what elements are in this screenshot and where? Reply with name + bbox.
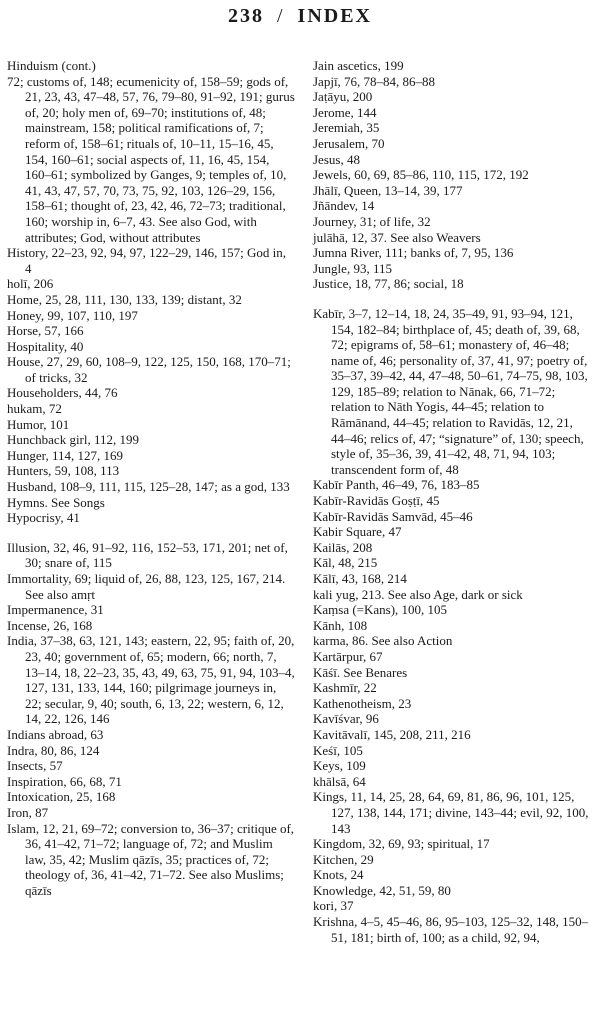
index-entry: Honey, 99, 107, 110, 197 [7, 307, 138, 323]
index-entry: Kālī, 43, 168, 214 [313, 571, 407, 586]
index-entry: Kabīr-Ravidās Samvād, 45–46 [313, 508, 473, 524]
index-entry: Jeremiah, 35 [313, 120, 380, 136]
index-entry: Insects, 57 [7, 758, 63, 774]
index-entry: Kabir Square, 47 [313, 524, 402, 540]
index-entry: Jerome, 144 [313, 104, 377, 120]
index-column-right [313, 58, 593, 945]
index-entry: Hunger, 114, 127, 169 [7, 447, 123, 463]
index-entry: Illusion, 32, 46, 91–92, 116, 152–53, 171, 201; net of, 30; snare of, 115 [7, 539, 288, 571]
index-entry: Keśī, 105 [313, 742, 363, 758]
index-entry: Kingdom, 32, 69, 93; spiritual, 17 [313, 836, 490, 852]
index-entry: Home, 25, 28, 111, 130, 133, 139; distant, 32 [7, 291, 242, 307]
index-entry: kali yug, 213. See also Age, dark or sick [313, 586, 523, 602]
section-gap [313, 292, 593, 306]
index-entry: Kānh, 108 [313, 617, 368, 633]
index-entry: Indra, 80, 86, 124 [7, 742, 100, 758]
index-entry: 72; customs of, 148; ecumenicity of, 158–59; gods of, 21, 23, 43, 47–48, 57, 76, 79–80, 91–92, 191; gurus of, 20; holy men of, 69–70; institutions of, 48; mainstream, 158; political ramifications of, 7; reform of, 158–61; rituals of, 10–11, 15–16, 45, 154, 160–61; social aspects of, 11, 16, 45, 154, 160–61; symbolized by Ganges, 9; temples of, 10, 41, 43, 47, 57, 70, 73, 75, 92, 103, 126–29, 156, 158–61; thought of, 23, 42, 46, 72–73; traditional, 160; worship in, 6–7, 43. See also God, with attributes; God, without attributes [7, 73, 295, 245]
index-entry: Kitchen, 29 [313, 851, 374, 867]
index-entry: Kabīr-Ravidās Goṣṭī, 45 [313, 493, 440, 509]
index-entry: Jñāndev, 14 [313, 198, 375, 214]
index-entry: Kings, 11, 14, 25, 28, 64, 69, 81, 86, 96, 101, 125, 127, 138, 144, 171; divine, 143–44; evil, 92, 100, 143 [313, 789, 589, 836]
index-entry: Hunters, 59, 108, 113 [7, 463, 120, 479]
index-entry: Inspiration, 66, 68, 71 [7, 773, 122, 789]
index-column-left [7, 58, 295, 898]
index-entry: Islam, 12, 21, 69–72; conversion to, 36–37; critique of, 36, 41–42, 71–72; language of, 72; and Muslim law, 35, 42; Muslim qāzīs, 35; practices of, 72; theology of, 36, 41–42, 71–72. See also Muslims; qāzīs [7, 820, 295, 898]
index-entry: Kavīśvar, 96 [313, 711, 379, 727]
index-entry: Hypocrisy, 41 [7, 510, 80, 526]
index-entry: Jhālī, Queen, 13–14, 39, 177 [313, 182, 463, 198]
index-entry: Jain ascetics, 199 [313, 58, 404, 73]
index-entry: Kailās, 208 [313, 539, 373, 555]
index-entry: Knowledge, 42, 51, 59, 80 [313, 882, 451, 898]
header-title: INDEX [297, 5, 372, 27]
index-entry: Hymns. See Songs [7, 494, 105, 510]
index-entry: Knots, 24 [313, 867, 364, 883]
index-entry: Kāl, 48, 215 [313, 555, 378, 571]
index-entry: Journey, 31; of life, 32 [313, 213, 431, 229]
index-entry: Kāśī. See Benares [313, 664, 408, 680]
index-entry: Japjī, 76, 78–84, 86–88 [313, 73, 436, 89]
index-entry: Jesus, 48 [313, 151, 360, 167]
index-entry: kori, 37 [313, 898, 354, 914]
index-entry: Impermanence, 31 [7, 602, 104, 618]
index-entry: Immortality, 69; liquid of, 26, 88, 123, 125, 167, 214. See also amṛt [7, 571, 286, 602]
index-entry: Incense, 26, 168 [7, 617, 93, 633]
index-entry: hukam, 72 [7, 401, 62, 417]
page-header [0, 5, 600, 28]
index-entry: Kartārpur, 67 [313, 648, 383, 664]
index-entry: khālsā, 64 [313, 773, 366, 789]
index-entry: Horse, 57, 166 [7, 323, 84, 339]
index-entry: Jungle, 93, 115 [313, 260, 392, 276]
index-entry: karma, 86. See also Action [313, 633, 453, 649]
index-entry: Kaṃsa (=Kans), 100, 105 [313, 602, 448, 618]
index-entry: Kavitāvalī, 145, 208, 211, 216 [313, 726, 471, 742]
index-entry: History, 22–23, 92, 94, 97, 122–29, 146, 157; God in, 4 [7, 245, 287, 276]
index-entry: Hunchback girl, 112, 199 [7, 432, 140, 448]
index-entry: Justice, 18, 77, 86; social, 18 [313, 276, 464, 292]
index-entry: Iron, 87 [7, 804, 49, 820]
index-entry: Jaṭāyu, 200 [313, 89, 373, 105]
index-entry: Husband, 108–9, 111, 115, 125–28, 147; as a god, 133 [7, 479, 290, 495]
index-entry: Jumna River, 111; banks of, 7, 95, 136 [313, 245, 514, 261]
index-entry: Keys, 109 [313, 758, 366, 774]
header-separator: / [276, 5, 285, 27]
index-entry: Humor, 101 [7, 416, 70, 432]
index-entry: Householders, 44, 76 [7, 385, 118, 401]
index-entry: House, 27, 29, 60, 108–9, 122, 125, 150, 168, 170–71; of tricks, 32 [7, 354, 291, 385]
index-entry: Kashmīr, 22 [313, 680, 377, 696]
section-gap [7, 526, 295, 540]
index-entry: Intoxication, 25, 168 [7, 789, 116, 805]
index-entry: holī, 206 [7, 276, 54, 292]
index-entry: Krishna, 4–5, 45–46, 86, 95–103, 125–32, 148, 150–51, 181; birth of, 100; as a child, 92, 94, [313, 914, 589, 945]
page-number: 238 [227, 5, 264, 27]
index-entry: India, 37–38, 63, 121, 143; eastern, 22, 95; faith of, 20, 23, 40; government of, 65; modern, 66; north, 7, 13–14, 18, 22–23, 35, 43, 49, 63, 75, 91, 94, 103–4, 127, 131, 133, 144, 160; pilgrimage journeys in, 22; secular, 9, 40; south, 6, 13, 22; western, 6, 12, 14, 22, 126, 146 [7, 633, 295, 727]
index-entry: Hinduism (cont.) [7, 58, 96, 73]
index-entry: Jewels, 60, 69, 85–86, 110, 115, 172, 192 [313, 167, 529, 183]
index-entry: Kabīr Panth, 46–49, 76, 183–85 [313, 477, 480, 493]
index-entry: Hospitality, 40 [7, 338, 84, 354]
index-entry: julāhā, 12, 37. See also Weavers [313, 229, 481, 245]
index-entry: Kabīr, 3–7, 12–14, 18, 24, 35–49, 91, 93–94, 121, 154, 182–84; birthplace of, 45; death of, 39, 68, 72; epigrams of, 58–61; monastery of, 46–48; name of, 46; personality of, 37, 41, 97; poetry of, 35–37, 39–42, 44, 47–48, 50–61, 74–75, 98, 103, 129, 185–89; relation to Nānak, 66, 71–72; relation to Nāth Yogis, 44–45; relation to Rāmānand, 44–45; relation to Ravidās, 12, 21, 44–46; relics of, 47; “signature” of, 130; speech, style of, 35–36, 39, 41–42, 48, 71, 94, 103; transcendent form of, 48 [313, 305, 588, 477]
index-entry: Kathenotheism, 23 [313, 695, 412, 711]
index-entry: Indians abroad, 63 [7, 726, 104, 742]
index-entry: Jerusalem, 70 [313, 135, 385, 151]
